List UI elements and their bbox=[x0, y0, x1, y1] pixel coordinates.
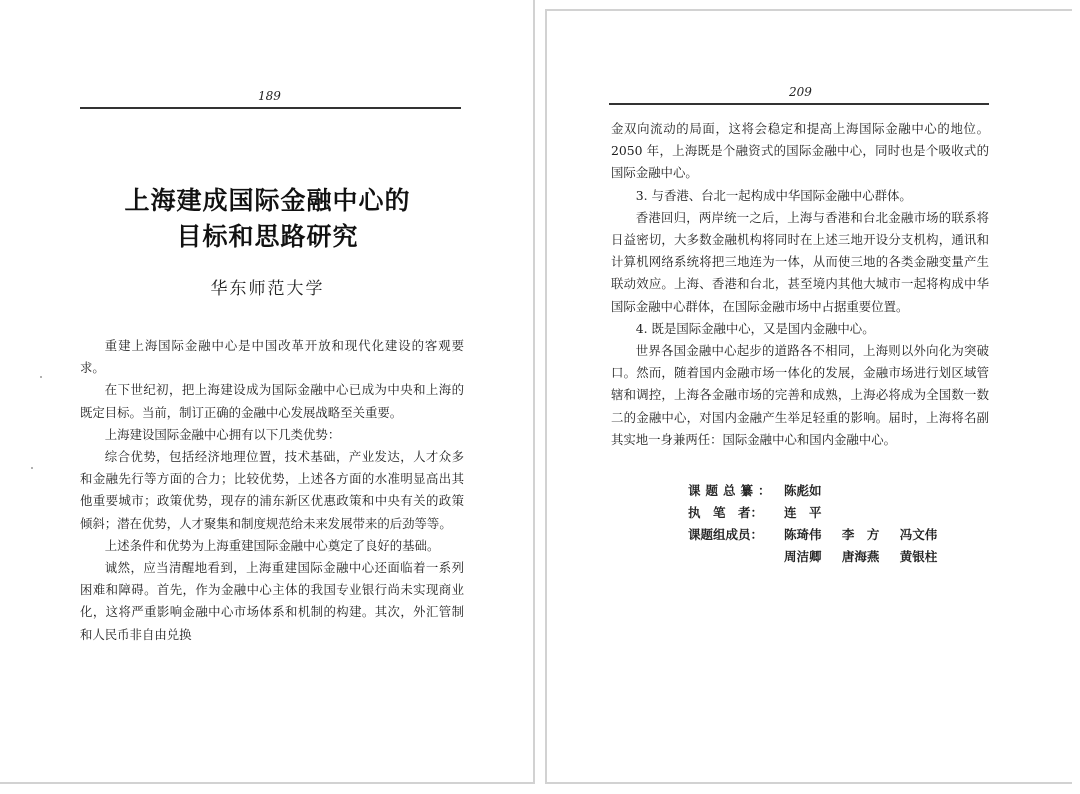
paragraph: 上述条件和优势为上海重建国际金融中心奠定了良好的基础。 bbox=[104, 537, 440, 553]
credit-members bbox=[688, 524, 953, 546]
article-title-line-1: 上海建成国际金融中心的 bbox=[124, 186, 411, 215]
paragraph: 金双向流动的局面，这将会稳定和提高上海国际金融中心的地位。2050 年，上海既是个融资式的国际金融中心，同时也是个吸收式的国际金融中心。 bbox=[611, 121, 989, 181]
credit-label: 执 笔 者： bbox=[688, 505, 764, 520]
article-title-line-2: 目标和思路研究 bbox=[176, 222, 359, 251]
header-rule bbox=[80, 107, 461, 109]
credit-writer bbox=[688, 502, 953, 524]
paragraph: 重建上海国际金融中心是中国改革开放和现代化建设的客观要求。 bbox=[80, 338, 464, 376]
credit-members-continued bbox=[688, 546, 953, 568]
left-body-text bbox=[80, 335, 464, 646]
paragraph: 4. 既是国际金融中心，又是国内金融中心。 bbox=[635, 320, 875, 336]
member-names-row-2 bbox=[784, 546, 953, 568]
paragraph: 在下世纪初，把上海建设成为国际金融中心已成为中央和上海的既定目标。当前，制订正确的金融中心发展战略至关重要。 bbox=[80, 382, 464, 420]
paragraph: 综合优势，包括经济地理位置，技术基础，产业发达，人才众多和金融先行等方面的合力；比较优势，上述各方面的水准明显高出其他重要城市；政策优势，现存的浦东新区优惠政策和中央有关的政策倾斜；潜在优势，人才聚集和制度规范给未来发展带来的后劲等等。 bbox=[80, 449, 464, 531]
paragraph: 诚然，应当清醒地看到，上海重建国际金融中心还面临着一系列困难和障碍。首先，作为金融中心主体的我国专业银行尚未实现商业化，这将严重影响金融中心市场体系和机制的构建。其次，外汇管制和人民币非自由兑换 bbox=[80, 560, 464, 642]
credit-lead bbox=[688, 480, 953, 502]
credit-name: 陈彪如 bbox=[784, 483, 822, 498]
credit-label: 课题总纂： bbox=[688, 483, 776, 498]
page-number: 189 bbox=[258, 89, 281, 103]
member-name: 冯文伟 bbox=[899, 527, 938, 542]
paragraph: 上海建设国际金融中心拥有以下几类优势： bbox=[104, 426, 341, 442]
credit-name: 连 平 bbox=[784, 505, 822, 520]
paragraph: 3. 与香港、台北一起构成中华国际金融中心群体。 bbox=[635, 187, 912, 203]
header-rule bbox=[609, 103, 989, 105]
member-name: 唐海燕 bbox=[841, 549, 880, 564]
member-name: 陈琦伟 bbox=[784, 527, 822, 542]
right-body-text bbox=[611, 118, 989, 451]
scan-speck bbox=[31, 467, 33, 469]
article-author: 华东师范大学 bbox=[210, 279, 325, 299]
member-name: 周洁卿 bbox=[784, 549, 822, 564]
page-number: 209 bbox=[789, 85, 812, 99]
credit-label: 课题组成员： bbox=[688, 527, 764, 542]
credit-label-spacer bbox=[688, 546, 784, 568]
paragraph: 香港回归，两岸统一之后，上海与香港和台北金融市场的联系将日益密切，大多数金融机构将同时在上述三地开设分支机构，通讯和计算机网络系统将把三地连为一体，从而使三地的各类金融变量产生联动效应。上海、香港和台北，甚至境内其他大城市一起将构成中华国际金融中心群体，在国际金融市场中占据重要位置。 bbox=[611, 209, 989, 314]
member-names-row-1 bbox=[784, 524, 953, 546]
credits-block bbox=[688, 480, 953, 568]
member-name: 李 方 bbox=[841, 527, 880, 542]
left-page bbox=[0, 0, 535, 784]
scan-speck bbox=[40, 376, 42, 378]
paragraph: 世界各国金融中心起步的道路各不相同，上海则以外向化为突破口。然而，随着国内金融市场一体化的发展，金融市场进行划区域管辖和调控，上海各金融市场的完善和成熟，上海必将成为全国数一数二的金融中心，对国内金融产生举足轻重的影响。届时，上海将名副其实地一身兼两任：国际金融中心和国内金融中心。 bbox=[611, 343, 989, 447]
member-name: 黄银柱 bbox=[899, 549, 938, 564]
